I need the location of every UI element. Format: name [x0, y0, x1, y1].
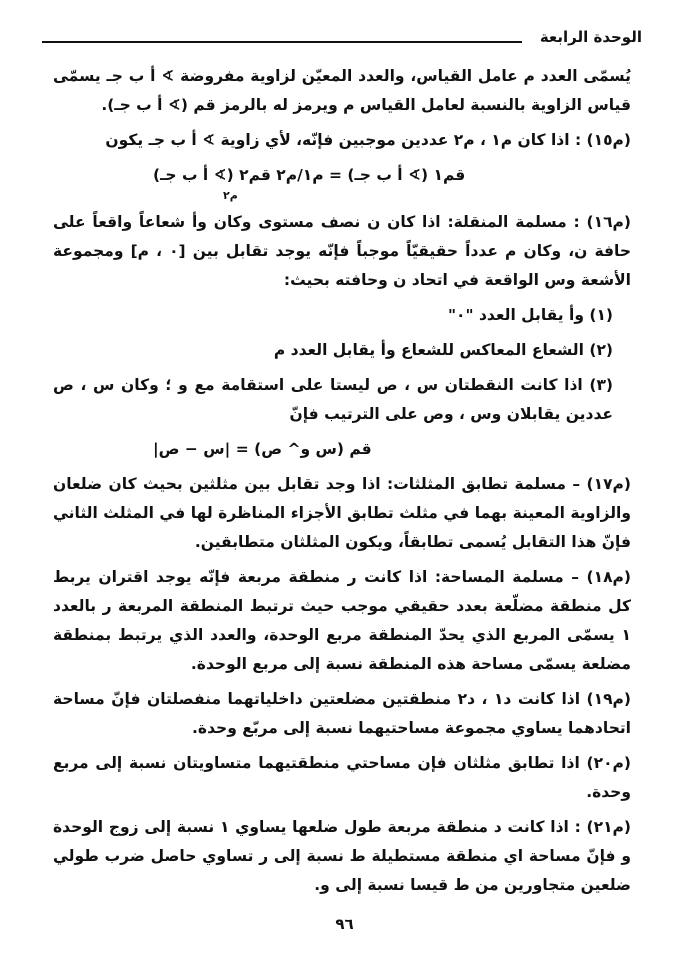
- postulate-16-item-1: (١) وأ يقابل العدد "٠": [447, 306, 613, 324]
- page-body: [53, 62, 631, 906]
- postulate-16: (م١٦) : مسلمة المنقلة: اذا كان ن نصف مستوى وكان وأ شعاعاً واقعاً على حافة ن، وكان م عدداً حقيقيّاً موجباً فإنّه يوجد تقابل بين [٠ ، م] ومجموعة الأشعة وس الواقعة في اتحاد ن وحافته بحيث:: [53, 213, 631, 289]
- postulate-16-item-3: (٣) اذا كانت النقطتان س ، ص ليستا على استقامة مع و ؛ وكان س ، ص عددين يقابلان وس ، وص على الترتيب فإنّ: [53, 376, 613, 423]
- postulate-16-item-2: (٢) الشعاع المعاكس للشعاع وأ يقابل العدد م: [273, 341, 613, 359]
- unit-title: الوحدة الرابعة: [539, 28, 642, 46]
- paragraph-intro: يُسمّى العدد م عامل القياس، والعدد المعيّن لزاوية مفروضة ∢ أ ب جـ يسمّى قياس الزاوية بالنسبة لعامل القياس م ويرمز له بالرمز قم (∢ أ ب جـ).: [53, 67, 631, 114]
- postulate-20: (م٢٠) اذا تطابق مثلثان فإن مساحتي منطقتيهما متساويتان نسبة إلى مربع وحدة.: [53, 754, 631, 801]
- equation-15-denominator: م٢: [223, 189, 238, 202]
- postulate-21: (م٢١) : اذا كانت د منطقة مربعة طول ضلعها يساوي ١ نسبة إلى زوج الوحدة و فإنّ مساحة اي منطقة مستطيلة ط نسبة إلى ر تساوي حاصل ضرب طولي ضلعين متجاورين من ط قيسا نسبة إلى و.: [53, 818, 631, 894]
- equation-15: قم١ (∢ أ ب جـ) = م١/م٢ قم٢ (∢ أ ب جـ): [153, 166, 466, 184]
- postulate-18: (م١٨) – مسلمة المساحة: اذا كانت ر منطقة مربعة فإنّه يوجد اقتران يربط كل منطقة مضلّعة بعدد حقيقي موجب حيث ترتبط المنطقة المربعة ر بالعدد ١ يسمّى المربع الذي يحدّ المنطقة مربع الوحدة، والعدد الذي يرتبط بمنطقة مضلعة يسمّى مساحة هذه المنطقة نسبة إلى مربع الوحدة.: [53, 568, 631, 673]
- postulate-19: (م١٩) اذا كانت د١ ، د٢ منطقتين مضلعتين داخلياتهما منفصلتان فإنّ مساحة اتحادهما يساوي مجموعة مساحتيهما نسبة إلى مربّع وحدة.: [53, 690, 631, 737]
- header-rule: [42, 41, 522, 43]
- postulate-17: (م١٧) – مسلمة تطابق المثلثات: اذا وجد تقابل بين مثلثين بحيث كان ضلعان والزاوية المعينة بهما في مثلث تطابق الأجزاء المناظرة لها في المثلث الثاني فإنّ هذا التقابل يُسمى تطابقاً، ويكون المثلثان متطابقين.: [53, 475, 631, 551]
- page-header: [42, 28, 642, 50]
- postulate-15: (م١٥) : اذا كان م١ ، م٢ عددين موجبين فإنّه، لأي زاوية ∢ أ ب جـ يكون: [105, 131, 631, 149]
- equation-16: قم (س و^ ص) = |س − ص|: [153, 440, 372, 458]
- page-number: ٩٦: [335, 915, 354, 933]
